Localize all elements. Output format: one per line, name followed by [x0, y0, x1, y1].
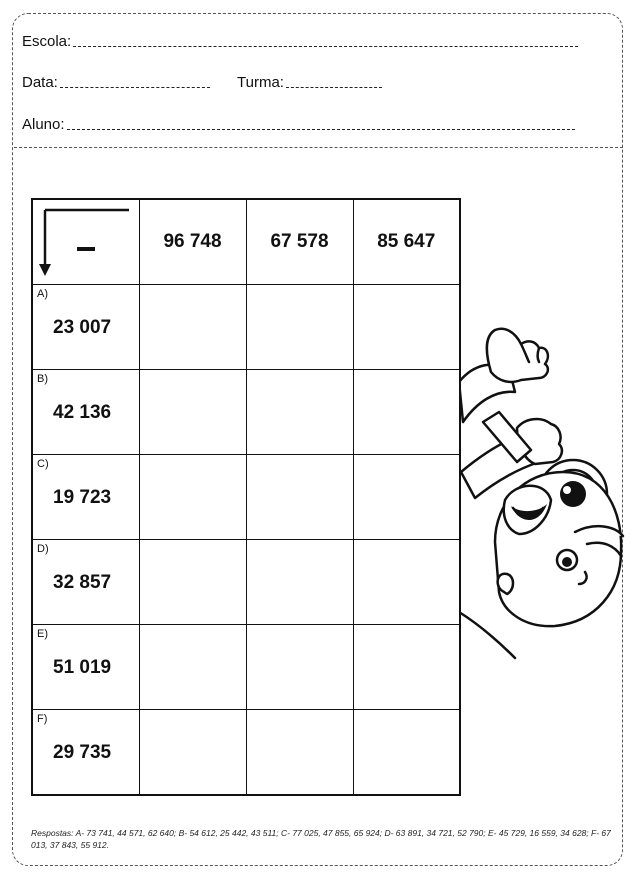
row-letter: B)	[37, 373, 48, 385]
table-row	[32, 370, 460, 455]
subtrahend-cell	[32, 625, 139, 710]
minuend-value: 96 748	[163, 231, 222, 252]
subtraction-table	[31, 198, 461, 796]
answer-cell[interactable]	[139, 455, 246, 540]
subtrahend-value: 19 723	[53, 487, 112, 508]
subtrahend-cell	[32, 710, 139, 796]
subtrahend-cell	[32, 540, 139, 625]
row-letter: F)	[37, 713, 48, 725]
table-row	[32, 710, 460, 796]
answer-cell[interactable]	[246, 285, 353, 370]
table-row	[32, 285, 460, 370]
subtrahend-value: 23 007	[53, 317, 112, 338]
answer-cell[interactable]	[246, 370, 353, 455]
escola-field	[22, 33, 578, 50]
row-letter: D)	[37, 543, 49, 555]
answer-key: Respostas: A- 73 741, 44 571, 62 640; B- 54 612, 25 442, 43 511; C- 77 025, 47 855, 65 924; D- 63 891, 34 721, 52 790; E- 45 729, 16 559, 34 628; F- 67 013, 37 843, 55 912.	[31, 828, 611, 850]
subtrahend-value: 42 136	[53, 402, 112, 423]
table-header-row	[32, 199, 460, 285]
answer-cell[interactable]	[246, 455, 353, 540]
answer-cell[interactable]	[353, 625, 460, 710]
minuend-value: 67 578	[270, 231, 329, 252]
escola-label: Escola:	[22, 33, 72, 50]
answer-cell[interactable]	[353, 710, 460, 796]
answer-cell[interactable]	[139, 285, 246, 370]
subtrahend-cell	[32, 370, 139, 455]
answer-cell[interactable]	[353, 285, 460, 370]
answer-cell[interactable]	[139, 540, 246, 625]
answer-cell[interactable]	[353, 370, 460, 455]
minuend-value: 85 647	[377, 231, 436, 252]
boy-with-magnifier-illustration	[455, 322, 625, 662]
answer-cell[interactable]	[246, 540, 353, 625]
header-divider	[14, 147, 623, 148]
minuend-cell	[353, 199, 460, 285]
answer-cell[interactable]	[246, 625, 353, 710]
answer-cell[interactable]	[353, 540, 460, 625]
data-label: Data:	[22, 74, 58, 91]
answer-cell[interactable]	[139, 710, 246, 796]
turma-field	[237, 74, 382, 91]
table-row	[32, 540, 460, 625]
answer-cell[interactable]	[139, 625, 246, 710]
data-input-line[interactable]	[60, 87, 210, 88]
row-letter: A)	[37, 288, 48, 300]
minuend-cell	[139, 199, 246, 285]
row-letter: E)	[37, 628, 48, 640]
turma-input-line[interactable]	[286, 87, 382, 88]
subtrahend-value: 51 019	[53, 657, 112, 678]
subtrahend-cell	[32, 455, 139, 540]
data-field	[22, 74, 210, 91]
table-row	[32, 625, 460, 710]
subtrahend-value: 32 857	[53, 572, 112, 593]
aluno-label: Aluno:	[22, 116, 65, 133]
table-row	[32, 455, 460, 540]
subtrahend-cell	[32, 285, 139, 370]
subtrahend-value: 29 735	[53, 742, 112, 763]
answer-cell[interactable]	[246, 710, 353, 796]
aluno-field	[22, 116, 575, 133]
answer-cell[interactable]	[139, 370, 246, 455]
operation-corner-cell	[32, 199, 139, 285]
answer-cell[interactable]	[353, 455, 460, 540]
minuend-cell	[246, 199, 353, 285]
escola-input-line[interactable]	[73, 46, 578, 47]
row-letter: C)	[37, 458, 49, 470]
minus-arrow-icon	[33, 200, 140, 284]
turma-label: Turma:	[237, 74, 284, 91]
aluno-input-line[interactable]	[67, 129, 575, 130]
